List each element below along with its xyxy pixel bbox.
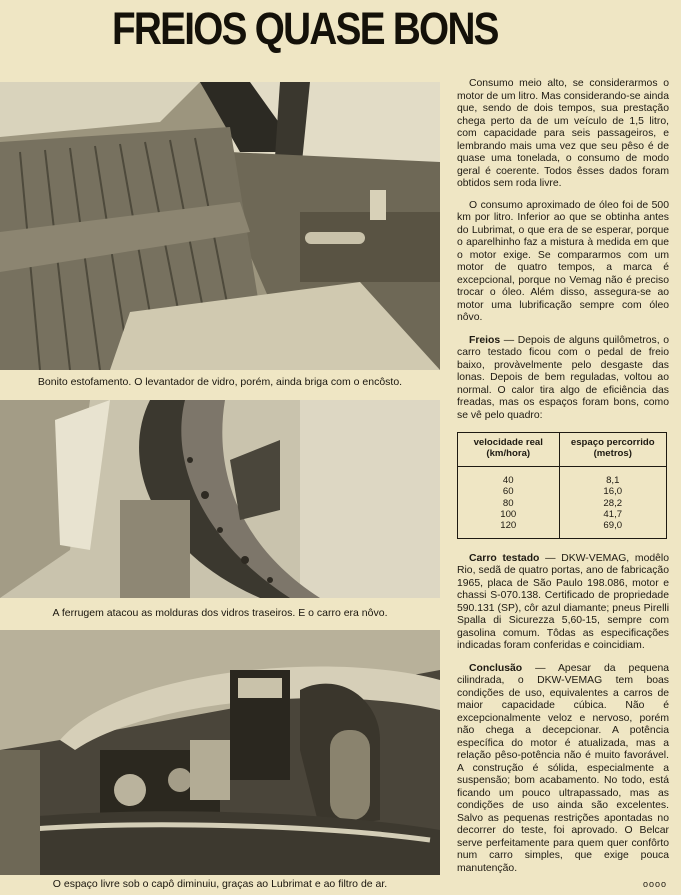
photo-caption-3: O espaço livre sob o capô diminuiu, graças ao Lubrimat e ao filtro de ar. (52, 878, 388, 890)
photo-rust (0, 400, 440, 598)
table-row (458, 475, 667, 486)
table-row (458, 520, 667, 538)
end-mark: oooo (642, 879, 667, 889)
photo-caption-1: Bonito estofamento. O levantador de vidro, porém, ainda briga com o encôsto. (37, 376, 403, 388)
distance-cell: 28,2 (559, 498, 666, 509)
conclusao-text: — Apesar da pequena cilindrada, o DKW-VEMAG tem boas condições de uso, equivalentes a carros de maior capacidade cúbica. Não é excepcionalmente veloz e nervoso, porém não chega a decepcionar. A potência específica do motor é atualizada, mas a relação pêso-potência não é muito favorável. A construção é sólida, especialmente a suspensão; bom acabamento. No todo, está ficando um pouco ultrapassado, mas as condições de uso ainda são excelentes. Salvo as pequenas restrições apontadas no decorrer do teste, foi aprovado. O Belcar serve perfeitamente para quem quer confôrto num carro simples, que exige pouca manutenção. (457, 662, 669, 874)
carro-heading: Carro testado (469, 552, 540, 564)
paragraph-carro-testado (457, 553, 669, 653)
distance-cell: 16,0 (559, 486, 666, 497)
paragraph-conclusao (457, 663, 669, 876)
article-column (457, 78, 669, 885)
photo-engine-image (0, 630, 440, 875)
photo-upholstery-image (0, 82, 440, 370)
table-row (458, 509, 667, 520)
distance-cell: 41,7 (559, 509, 666, 520)
paragraph-freios (457, 335, 669, 423)
brake-table (457, 432, 667, 539)
speed-cell: 40 (458, 475, 560, 486)
speed-cell: 80 (458, 498, 560, 509)
paragraph-consumo: Consumo meio alto, se considerarmos o motor de um litro. Mas considerando-se ainda que, sendo de dois tempos, sua prestação chega perto da de um veículo de 1,5 litro, com capacidade para seis passageiros, e lembrando mais uma vez que seu pêso é de quase uma tonelada, o consumo de modo geral é coerente. Todos êsses dados foram obtidos sem roda livre. (457, 78, 669, 189)
speed-cell: 60 (458, 486, 560, 497)
speed-cell: 100 (458, 509, 560, 520)
distance-cell: 69,0 (559, 520, 666, 538)
paragraph-oleo: O consumo aproximado de óleo foi de 500 km por litro. Inferior ao que se obtinha antes do Lubrimat, o que era de se esperar, porque o aparelhinho faz a mistura à medida em que o motor exige. Se compararmos com um motor de quatro tempos, a marca é excepcional, porque no Vemag não é preciso trocar o óleo. Além disso, assegura-se ao motor uma lubrificação sempre com óleo nôvo. (457, 199, 669, 323)
table-row (458, 486, 667, 497)
photo-caption-2: A ferrugem atacou as molduras dos vidros traseiros. E o carro era nôvo. (52, 607, 388, 619)
page-title: FREIOS QUASE BONS (112, 3, 498, 54)
photo-engine (0, 630, 440, 875)
freios-text: — Depois de alguns quilômetros, o carro testado ficou com o pedal de freio baixo, provàvelmente pelo desgaste das lonas. Depois de bem reguladas, voltou ao normal. O calor tira algo de eficiência das freadas, mas os espaços foram bons, como se vê pelo quadro: (457, 334, 669, 421)
brake-table-header-speed: velocidade real (km/hora) (458, 433, 560, 467)
photo-rust-image (0, 400, 440, 598)
brake-table-header-distance: espaço percorrido (metros) (559, 433, 666, 467)
carro-text: — DKW-VEMAG, modêlo Rio, sedã de quatro portas, ano de fabricação 1965, placa de São Paulo 198.086, motor e chassi S-070.138. Certificado de propriedade 590.131 (SP), côr azul diamante; pneus Pirelli Spalla di Sicurezza 5,60-15, sempre com gasolina comum. Tôdas as especificações indicadas foram conferidas e coincidiam. (457, 552, 669, 652)
conclusao-heading: Conclusão (469, 662, 523, 674)
photo-upholstery (0, 82, 440, 370)
distance-cell: 8,1 (559, 475, 666, 486)
table-row (458, 498, 667, 509)
freios-heading: Freios (469, 334, 501, 346)
speed-cell: 120 (458, 520, 560, 538)
